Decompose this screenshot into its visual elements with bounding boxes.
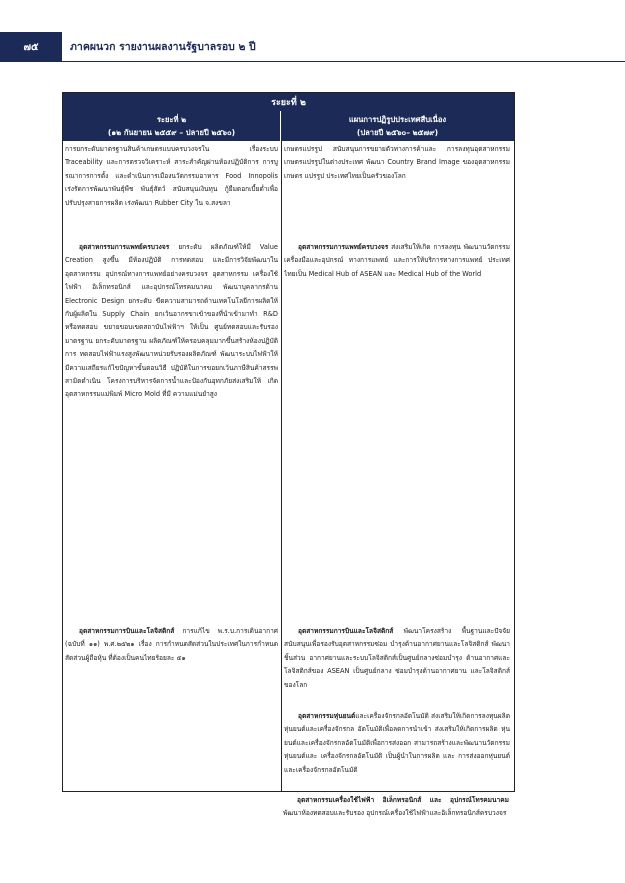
right-paragraph-4 [284,710,510,794]
header-title: ภาคผนวก รายงานผลงานรัฐบาลรอบ ๒ ปี [70,41,256,53]
right-p2-text: ส่งเสริมให้เกิด การลงทุน พัฒนานวัตกรรมเครื่องมือและอุปกรณ์ ทางการแพทย์ และการให้บริการทางการแพทย์ ประเทศ ไทยเป็น Medical Hub of ASEAN และ Medical Hub of the World [284,243,510,278]
header-rule [62,61,625,62]
left-p1-text: การยกระดับมาตรฐานสินค้าเกษตรแบบครบวงจรใน เรื่องระบบ Traceability และการตรวจวิเคราะห์ สาระสำคัญผ่านห้องปฏิบัติการ การบูรณาการการตั้ง และดำเนินการเมืองนวัตกรรมอาหาร Food Innopolis เร่งรัดการพัฒนาพันธุ์พืช พันธุ์สัตว์ สนับสนุนเงินทุน กู้ยืมดอกเบี้ยต่ำเพื่อปรับปรุงสายการผลิต เร่งพัฒนา Rubber City ใน จ.สงขลา [65,145,278,207]
right-paragraph-3 [284,625,510,709]
right-p5-text: พัฒนาห้องทดสอบและรับรอง อุปกรณ์เครื่องใช้ไฟฟ้าและอิเล็กทรอนิกส์ครบวงจร [283,809,507,818]
right-p4-text: และเครื่องจักรกลอัตโนมัติ ส่งเสริมให้เกิดการลงทุนผลิตหุ่นยนต์และเครื่องจักรกล อัตโนมัติเพื่อลดการนำเข้า ส่งเสริมให้เกิดการผลิต หุ่นยนต์และเครื่องจักรกลอัตโนมัติเพื่อการส่งออก สามารถสร้างและพัฒนานวัตกรรมหุ่นยนต์และ เครื่องจักรกลอัตโนมัติ เป็นผู้นำในการผลิต และ การส่งออกหุ่นยนต์และเครื่องจักรกลอัตโนมัติ [284,712,510,774]
left-p3-text: การแก้ไข พ.ร.บ.การเดินอากาศ (ฉบับที่ ๑๑) พ.ศ.๒๕๒๑ เรื่อง การกำหนดสัดส่วนในประเทศในการกำหนดสัดส่วนผู้ถือหุ้น ที่ต้องเป็นคนไทยร้อยละ ๕๑ [65,627,278,662]
right-p3-text: พัฒนาโครงสร้าง พื้นฐานและปัจจัยสนับสนุนเพื่อรองรับอุตสาหกรรมซ่อม บำรุงด้านอากาศยานและโลจิสติกส์ พัฒนาชิ้นส่วน อากาศยานและระบบโลจิสติกส์เป็นศูนย์กลางซ่อมบำรุง ด้านอากาศและโลจิสติกส์ของ ASEAN เป็นศูนย์กลาง ซ่อมบำรุงด้านอากาศยาน และโลจิสติกส์ของโลก [284,627,510,689]
right-p5-heading: อุตสาหกรรมเครื่องใช้ไฟฟ้า อิเล็กทรอนิกส์ และ อุปกรณ์โทรคมนาคม [297,796,509,804]
left-p2-heading: อุตสาหกรรมการแพทย์ครบวงจร [79,243,170,251]
right-paragraph-1 [284,143,510,199]
left-p3-heading: อุตสาหกรรมการบินและโลจิสติกส์ [79,627,175,635]
left-p2-text: ยกระดับ ผลิตภัณฑ์ให้มี Value Creation สูงขึ้น มีห้องปฏิบัติ การทดสอบ และมีการวิจัยพัฒนาในอุตสาหกรรม อุปกรณ์ทางการแพทย์อย่างครบวงจร อุตสาหกรรม เครื่องใช้ไฟฟ้า อิเล็กทรอนิกส์ และอุปกรณ์โทรคมนาคม พัฒนาบุคลากรด้าน Electronic Design ยกระดับ ขีดความสามารถด้านเทคโนโลยีการผลิตให้กับผู้ผลิตใน Supply Chain ยกเว้นอากรขาเข้าของที่นำเข้ามาทำ R&D หรือทดสอบ ขยายขอบเขตสถาบันไฟฟ้าฯ ให้เป็น ศูนย์ทดสอบและรับรองมาตรฐาน ยกระดับมาตรฐาน ผลิตภัณฑ์ให้ครอบคลุมมากขึ้นสร้างห้องปฏิบัติการ ทดสอบไฟฟ้าแรงสูงพัฒนาหน่วยรับรองผลิตภัณฑ์ พัฒนาระบบไฟฟ้าให้มีความเสถียรแก้ไขปัญหาขั้นตอนวิธี ปฏิบัติในการขอยกเว้นภาษีสินค้าสรรพสามิตดำเนิน โครงการบริหารจัดการน้ำและป้องกันอุทกภัยส่งเสริมให้ เกิดอุตสาหกรรมแม่พิมพ์ Micro Mold ที่มี ความแม่นยำสูง [65,243,278,399]
right-p4-heading: อุตสาหกรรมหุ่นยนต์ [298,712,356,720]
right-paragraph-2 [284,241,510,311]
left-paragraph-2 [65,241,278,611]
right-p2-heading: อุตสาหกรรมการแพทย์ครบวงจร [298,243,389,251]
right-p1-text: เกษตรแปรรูป สนับสนุนการขยายตัวทางการค้าและ การลงทุนอุตสาหกรรมเกษตรแปรรูปในต่างประเทศ พัฒนา Country Brand Image ของอุตสาหกรรมเกษตร แปรรูป ประเทศไทยเป็นครัวของโลก [284,145,510,180]
page-number: ๗๕ [23,41,39,53]
left-header-line1: ระยะที่ ๒ [156,115,187,124]
right-paragraph-5 [283,794,509,824]
table-title: ระยะที่ ๒ [63,93,514,111]
left-header-line2: (๑๒ กันยายน ๒๕๕๙ – ปลายปี ๒๕๖๐) [107,128,236,137]
column-divider [281,141,282,791]
page-number-tab [0,32,62,62]
left-paragraph-3 [65,625,278,681]
left-paragraph-1 [65,143,278,239]
reform-table [62,92,515,792]
left-column-header [63,111,281,141]
right-header-line2: (ปลายปี ๒๕๖๐– ๒๕๗๙) [356,128,439,137]
right-header-line1: แผนการปฏิรูปประเทศสืบเนื่อง [348,115,447,124]
right-p3-heading: อุตสาหกรรมการบินและโลจิสติกส์ [298,627,394,635]
right-column-header [281,111,514,141]
page-header [0,32,625,62]
